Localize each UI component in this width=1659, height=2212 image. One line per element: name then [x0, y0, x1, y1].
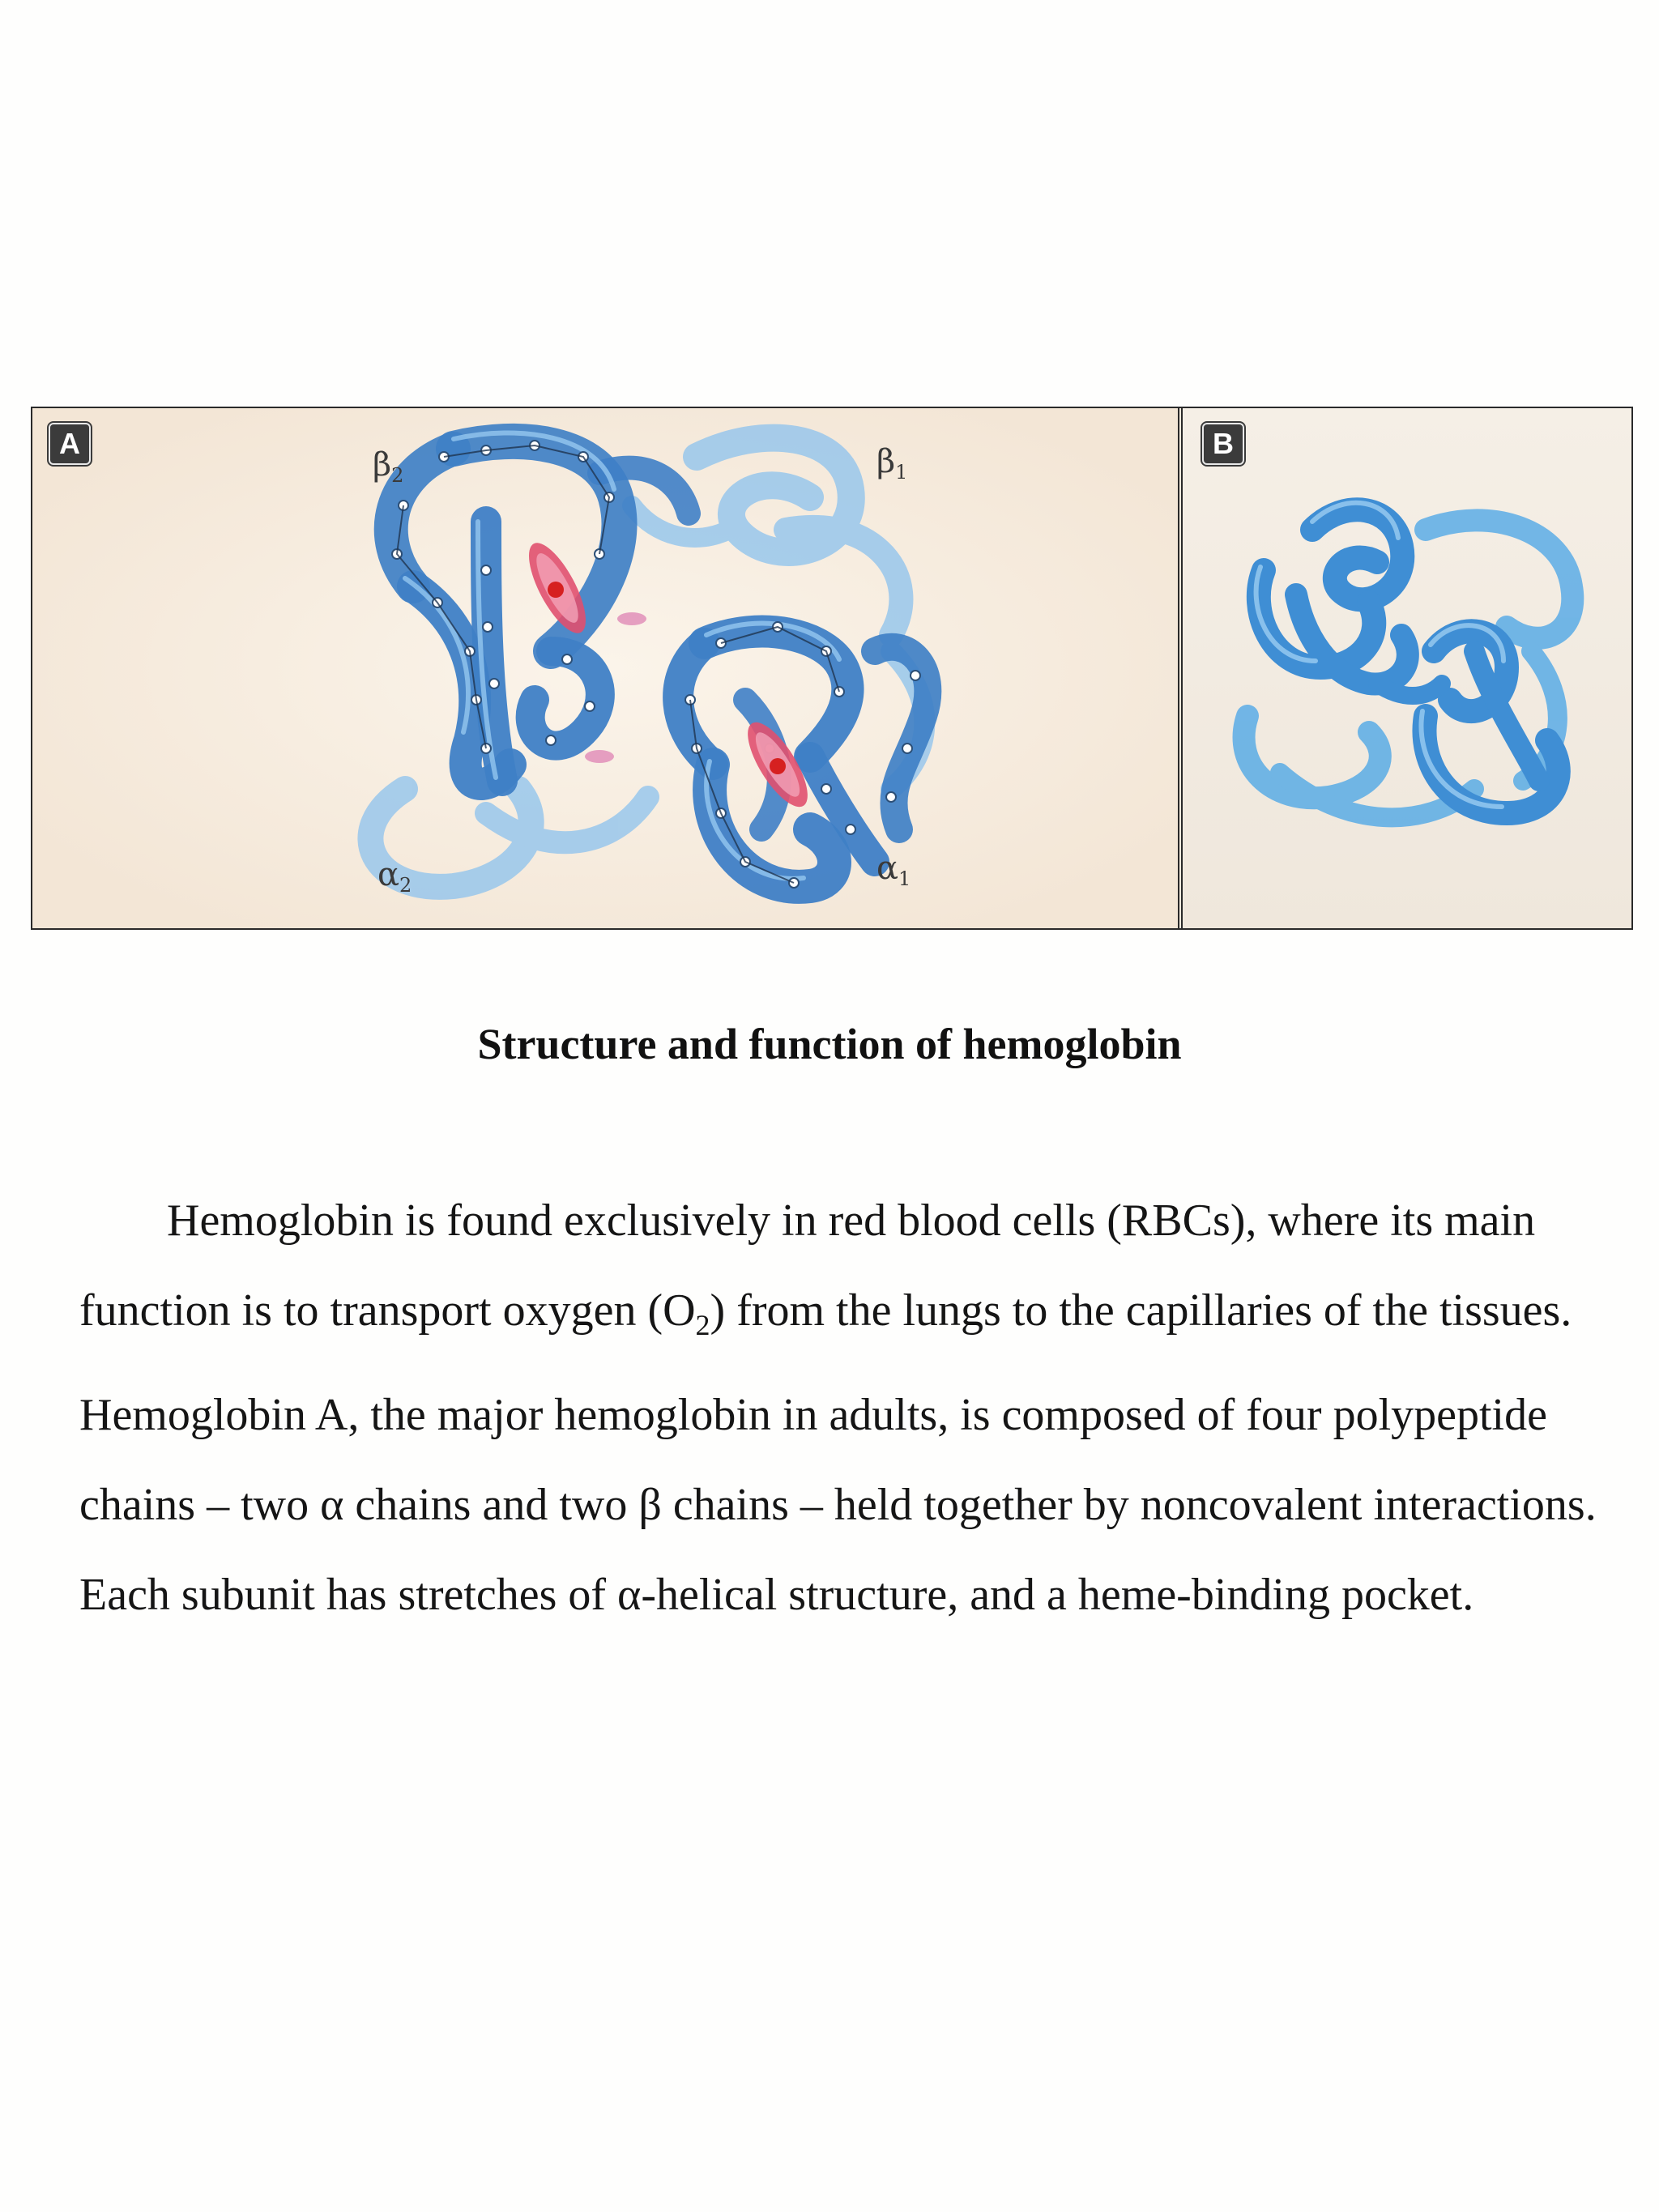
panel-b-tube-model [1183, 408, 1631, 928]
body-paragraph [79, 1176, 1636, 1640]
oxygen-subscript: 2 [695, 1309, 710, 1342]
hemoglobin-figure [31, 407, 1633, 930]
hemoglobin-tube-model-illustration [1183, 408, 1631, 928]
chain-label-beta2: $\beta_2$ [373, 446, 404, 487]
panel-a-ribbon-diagram [32, 408, 1178, 928]
section-title: Structure and function of hemoglobin [477, 1020, 1182, 1068]
chain-label-alpha1: $\alpha_1$ [876, 850, 911, 890]
hemoglobin-tetramer-illustration [32, 408, 1178, 928]
chain-label-beta1: $\beta_1$ [876, 443, 908, 484]
panel-a-badge: A [49, 423, 91, 465]
paragraph-part-1: Hemoglobin is found exclusively in red blood cells (RBCs), where its main function is to transport oxygen (O [79, 1196, 1536, 1336]
chain-label-alpha2: $\alpha_2$ [377, 856, 412, 897]
panel-b-badge: B [1202, 423, 1244, 465]
paragraph-part-2: ) from the lungs to the capillaries of the tissues. Hemoglobin A, the major hemoglobin in adults, is composed of four polypeptide chains – two α chains and two β chains – held together by noncovalent interactions. Each subunit has stretches of α-helical structure, and a heme-binding pocket. [79, 1285, 1597, 1621]
